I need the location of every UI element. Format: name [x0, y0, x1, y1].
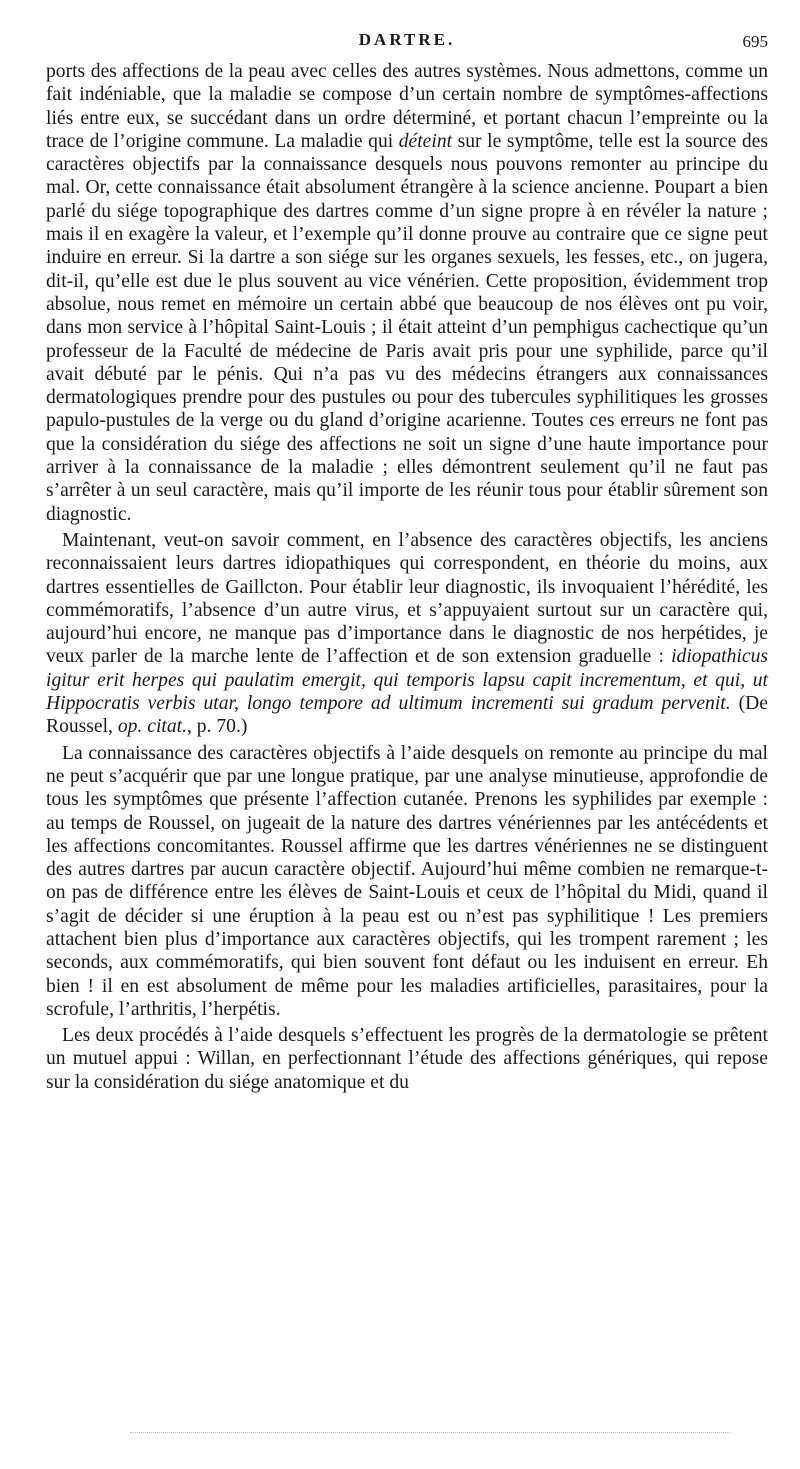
latin-quotation: idiopathicus igitur erit herpes qui paulatim emergit, qui temporis lapsu capit incrementum, et qui, ut Hippocratis verbis utar, longo tempore ad ultimum incrementi sui gradum pervenit. [46, 646, 768, 715]
text-segment: , p. 70.) [186, 716, 248, 738]
text-segment: ports des affections de la peau avec celles des autres systèmes. Nous admettons, comme un fait indéniable, que la maladie se compose d’un certain nombre de symptômes-affections liés entre eux, se succédant dans un ordre déterminé, et portant chacun l’empreinte ou la trace de l’origine commune. La maladie qui [46, 61, 768, 152]
italic-term: déteint [398, 130, 453, 152]
paragraph-2 [46, 529, 768, 739]
text-segment: La connaissance des caractères objectifs à l’aide desquels on remonte au principe du mal ne peut s’acquérir que par une longue pratique, par une analyse minutieuse, approfondie de tous les symptômes que présente l’affection cutanée. Prenons les syphilides par exemple : au temps de Roussel, on jugeait de la nature des dartres vénériennes par les antécédents et les affections concomitantes. Roussel affirme que les dartres vénériennes ne se distinguent des autres dartres par aucun caractère objectif. Aujourd’hui même combien ne remarque-t-on pas de différence entre les élèves de Saint-Louis et ceux de l’hôpital du Midi, quand il s’agit de décider si une éruption à la peau est ou n’est pas syphilitique ! Les premiers attachent bien plus d’importance aux caractères objectifs, qui les trompent rarement ; les seconds, aux commémoratifs, qui bien souvent font défaut ou les induisent en erreur. Eh bien ! il en est absolument de même pour les maladies artificielles, parasitaires, pour la scrofule, l’arthritis, l’herpétis. [46, 742, 768, 1020]
text-segment: (De Roussel, [46, 693, 768, 738]
citation-abbreviation: op. citat. [117, 716, 187, 738]
text-segment: sur le symptôme, telle est la source des caractères objectifs par la connaissance desquels nous pouvons remonter au principe du mal. Or, cette connaissance était absolument étrangère à la science ancienne. Poupart a bien parlé du siége topographique des dartres comme d’un signe propre à en révéler la nature ; mais il en exagère la valeur, et l’exemple qu’il donne prouve au contraire que ce signe peut induire en erreur. Si la dartre a son siége sur les organes sexuels, les fesses, etc., on jugera, dit-il, qu’elle est due le plus souvent au vice vénérien. Cette proposition, évidemment trop absolue, nous remet en mémoire un certain abbé que beaucoup de nos élèves ont pu voir, dans mon service à l’hôpital Saint-Louis ; il était atteint d’un pemphigus cachectique qu’un professeur de la Faculté de médecine de Paris avait pris pour une syphilide, parce qu’il avait débuté par le pénis. Qui n’a pas vu des médecins étrangers aux connaissances dermatologiques prendre pour des pustules ou pour des tubercules syphilitiques les grosses papulo-pustules de la verge ou du gland d’origine acarienne. Toutes ces erreurs ne font pas que la considération du siége des affections ne soit un signe d’une haute importance pour arriver à la connaissance de la maladie ; elles démontrent seulement qu’il ne faut pas s’arrêter à un seul caractère, mais qu’il importe de les réunir tous pour établir sûrement son diagnostic. [46, 130, 768, 525]
footer-divider [130, 1432, 730, 1433]
paragraph-4 [46, 1024, 768, 1094]
paragraph-3 [46, 742, 768, 1022]
body-text [46, 60, 768, 1094]
text-segment: Maintenant, veut-on savoir comment, en l’absence des caractères objectifs, les anciens reconnaissaient leurs dartres idiopathiques qui correspondent, en théorie du moins, aux dartres essentielles de Gaillcton. Pour établir leur diagnostic, ils invoquaient l’hérédité, les commémoratifs, l’absence d’un autre virus, et s’appuyaient surtout sur un caractère qui, aujourd’hui encore, ne manque pas d’importance dans le diagnostic de nos herpétides, je veux parler de la marche lente de l’affection et de son extension graduelle : [46, 529, 768, 668]
page-number: 695 [742, 32, 768, 51]
text-segment: Les deux procédés à l’aide desquels s’effectuent les progrès de la dermatologie se prêtent un mutuel appui : Willan, en perfectionnant l’étude des affections génériques, qui repose sur la considération du siége anatomique et du [46, 1025, 768, 1093]
page-header [46, 30, 768, 56]
paragraph-1 [46, 60, 768, 526]
running-title: DARTRE. [358, 30, 456, 49]
